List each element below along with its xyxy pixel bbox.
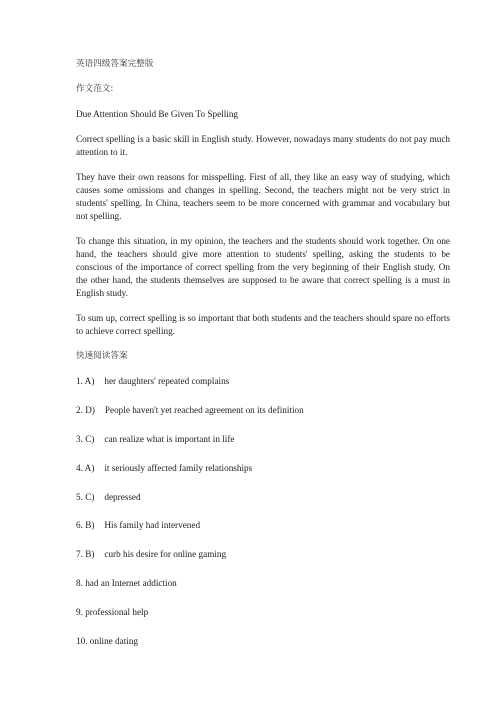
essay-title: Due Attention Should Be Given To Spelling: [76, 109, 239, 119]
answer-number: 9.: [76, 607, 83, 618]
answer-number: 5. C): [76, 491, 95, 502]
answer-item: [76, 635, 450, 648]
essay-paragraph-3: To change this situation, in my opinion, the teachers and the students should work together. On one hand, the teachers should give more attention to students' spelling, asking the students to be conscious of the importance of correct spelling from the very beginning of their English study. On the other hand, the students themselves are supposed to be aware that correct spelling is a must in English study.: [76, 236, 450, 298]
answer-list: [76, 375, 450, 648]
answer-item: [76, 375, 450, 388]
answer-number: 10.: [76, 636, 88, 647]
essay-paragraph-1: Correct spelling is a basic skill in English study. However, nowadays many students do not pay much attention to it.: [76, 134, 450, 157]
answer-text: her daughters' repeated complains: [104, 376, 230, 386]
answer-item: [76, 606, 450, 619]
answer-text: depressed: [104, 491, 141, 502]
answer-text: can realize what is important in life: [104, 433, 235, 444]
answer-text: professional help: [85, 607, 149, 618]
answer-item: [76, 433, 450, 446]
answer-number: 7. B): [76, 549, 95, 560]
answer-text: People haven't yet reached agreement on its definition: [104, 404, 304, 415]
essay-paragraph-2: They have their own reasons for misspelling. First of all, they like an easy way of studying, which causes some omissions and changes in spelling. Second, the teachers might not be very strict in students' spelling. In China, teachers seem to be more concerned with grammar and vocabulary but not spelling.: [76, 172, 450, 221]
answer-number: 4. A): [76, 462, 95, 473]
answer-text: curb his desire for online gaming: [104, 549, 227, 560]
answer-item: [76, 519, 450, 532]
answer-item: [76, 491, 450, 504]
essay-section-label: 作文范文:: [76, 84, 114, 94]
answer-text: online dating: [89, 636, 139, 647]
answer-item: [76, 577, 450, 590]
answer-number: 1. A): [76, 376, 95, 386]
document-title: 英语四级答案完整版: [76, 59, 154, 69]
answer-number: 8.: [76, 578, 83, 589]
fast-reading-label: 快速阅读答案: [76, 351, 128, 361]
answer-text: had an Internet addiction: [85, 578, 177, 589]
answer-item: [76, 548, 450, 561]
answer-text: it seriously affected family relationships: [104, 462, 253, 473]
answer-item: [76, 462, 450, 475]
answer-number: 3. C): [76, 433, 95, 444]
answer-number: 6. B): [76, 520, 95, 531]
essay-paragraph-4: To sum up, correct spelling is so important that both students and the teachers should spare no efforts to achieve correct spelling.: [76, 313, 450, 336]
answer-text: His family had intervened: [104, 520, 201, 531]
answer-item: [76, 404, 450, 417]
answer-number: 2. D): [76, 404, 95, 415]
